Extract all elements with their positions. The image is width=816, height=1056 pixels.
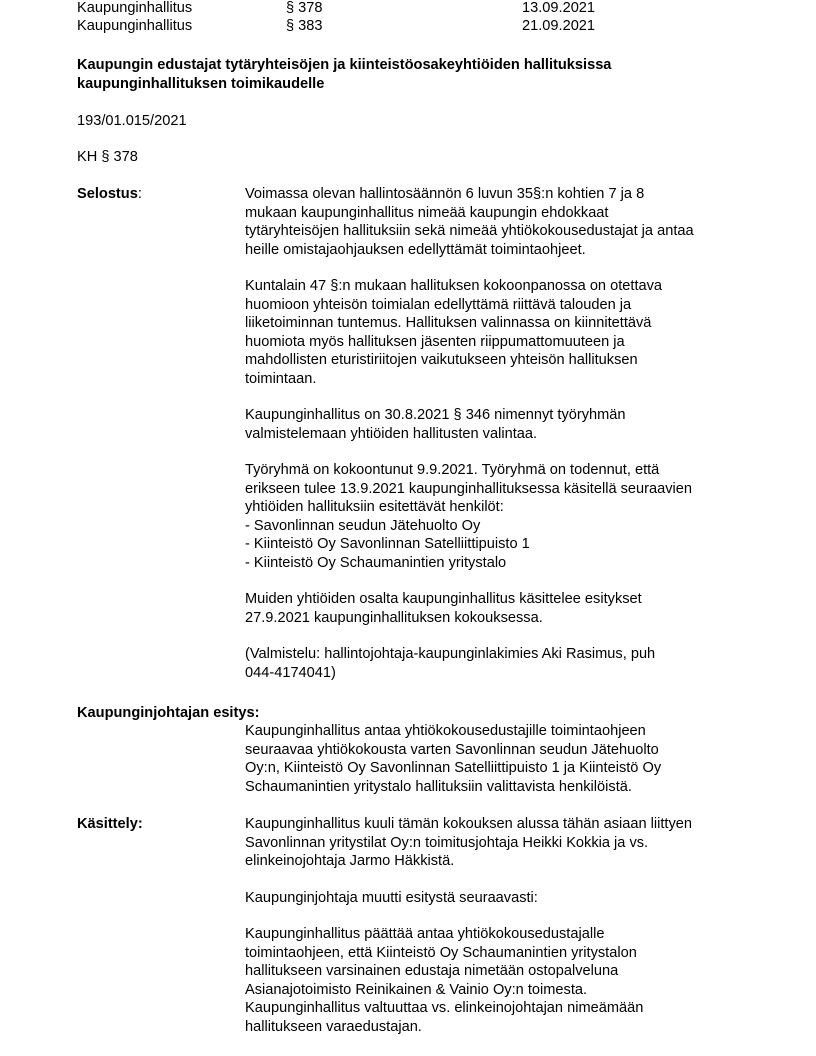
text-line: huomiota myös hallituksen jäsenten riippumattomuuteen ja	[245, 333, 625, 350]
list-item: - Kiinteistö Oy Schaumanintien yritystalo	[245, 554, 507, 571]
kh-reference: KH § 378	[77, 149, 138, 165]
text-line: heille omistajaohjauksen edellyttämät toimintaohjeet.	[245, 241, 586, 258]
text-line: Kaupunginhallitus valtuuttaa vs. elinkeinojohtajan nimeämään	[245, 1000, 644, 1016]
esitys-text	[245, 722, 745, 796]
text-line: (Valmistelu: hallintojohtaja-kaupunginlakimies Aki Rasimus, puh	[245, 646, 656, 662]
text-line: 27.9.2021 kaupunginhallituksen kokouksessa.	[245, 609, 543, 626]
text-line: mahdollisten eturistiriitojen vaikutukseen yhteisön hallituksen	[245, 352, 638, 368]
text-line: liiketoiminnan tuntemus. Hallituksen valinnassa on kiinnitettävä	[245, 315, 652, 331]
selostus-label-colon: :	[137, 186, 142, 202]
text-line: Kaupunginjohtaja muutti esitystä seuraavasti:	[245, 889, 538, 906]
text-line: yhtiöiden hallituksiin esitettävät henkilöt:	[245, 499, 504, 515]
text-line: Kuntalain 47 §:n mukaan hallituksen kokoonpanossa on otettava	[245, 278, 663, 294]
text-line: Kaupunginhallitus on 30.8.2021 § 346 nimennyt työryhmän	[245, 407, 626, 423]
text-line: mukaan kaupunginhallitus nimeää kaupungin ehdokkaat	[245, 204, 609, 221]
kasittely-text	[245, 815, 745, 1036]
text-line: erikseen tulee 13.9.2021 kaupunginhallituksessa käsitellä seuraavien	[245, 480, 693, 497]
paragraph	[245, 925, 745, 1036]
page-title	[77, 56, 717, 93]
text-line: Kaupunginhallitus antaa yhtiökokousedustajille toimintaohjeen	[245, 723, 646, 739]
text-line: Oy:n, Kiinteistö Oy Savonlinnan Satelliittipuisto 1 ja Kiinteistö Oy	[245, 760, 662, 776]
list-item: - Savonlinnan seudun Jätehuolto Oy	[245, 517, 481, 534]
text-line: elinkeinojohtaja Jarmo Häkkistä.	[245, 853, 455, 869]
header-body: Kaupunginhallitus	[77, 18, 193, 34]
text-line: seuraavaa yhtiökokousta varten Savonlinnan seudun Jätehuolto	[245, 741, 659, 758]
text-line: valmistelemaan yhtiöiden hallitusten valintaa.	[245, 425, 538, 442]
text-line: 044-4174041)	[245, 664, 336, 681]
paragraph	[245, 722, 745, 796]
text-line: Savonlinnan yritystilat Oy:n toimitusjohtaja Heikki Kokkia ja vs.	[245, 834, 649, 851]
paragraph	[245, 461, 745, 572]
text-line: Muiden yhtiöiden osalta kaupunginhallitus käsittelee esitykset	[245, 591, 642, 607]
paragraph	[245, 185, 745, 259]
text-line: tytäryhteisöjen hallituksiin sekä nimeää yhtiökokousedustajat ja antaa	[245, 223, 694, 239]
paragraph	[245, 815, 745, 871]
esitys-label: Kaupunginjohtajan esitys:	[77, 705, 260, 721]
paragraph	[245, 406, 745, 443]
header-date: 21.09.2021	[522, 18, 596, 34]
header-date: 13.09.2021	[522, 0, 596, 16]
header-section: § 383	[286, 18, 323, 34]
header-body: Kaupunginhallitus	[77, 0, 193, 16]
text-line: hallitukseen varsinainen edustaja nimetään ostopalveluna	[245, 963, 619, 979]
selostus-label-text: Selostus	[77, 186, 138, 202]
kasittely-label: Käsittely:	[77, 816, 143, 832]
text-line: hallitukseen varaedustajan.	[245, 1018, 422, 1035]
record-number: 193/01.015/2021	[77, 113, 187, 129]
header-section: § 378	[286, 0, 323, 16]
text-line: huomioon yhteisön toimialan edellyttämä riittävä talouden ja	[245, 296, 632, 313]
text-line: Työryhmä on kokoontunut 9.9.2021. Työryhmä on todennut, että	[245, 462, 660, 478]
title-line: Kaupungin edustajat tytäryhteisöjen ja kiinteistöosakeyhtiöiden hallituksissa	[77, 57, 612, 73]
paragraph	[245, 590, 745, 627]
title-line: kaupunginhallituksen toimikaudelle	[77, 75, 325, 92]
text-line: Kaupunginhallitus päättää antaa yhtiökokousedustajalle	[245, 926, 605, 942]
text-line: Asianajotoimisto Reinikainen & Vainio Oy:n toimesta.	[245, 981, 588, 998]
text-line: Voimassa olevan hallintosäännön 6 luvun 35§:n kohtien 7 ja 8	[245, 186, 645, 202]
selostus-label	[77, 185, 142, 203]
text-line: toimintaohjeen, että Kiinteistö Oy Schaumanintien yritystalon	[245, 944, 637, 961]
text-line: Schaumanintien yritystalo hallituksiin valittavista henkilöistä.	[245, 778, 632, 795]
list-item: - Kiinteistö Oy Savonlinnan Satelliittipuisto 1	[245, 536, 530, 552]
text-line: Kaupunginhallitus kuuli tämän kokouksen alussa tähän asiaan liittyen	[245, 816, 693, 832]
paragraph	[245, 889, 745, 908]
paragraph	[245, 645, 745, 682]
text-line: toimintaan.	[245, 370, 317, 387]
paragraph	[245, 277, 745, 388]
selostus-text	[245, 185, 745, 682]
